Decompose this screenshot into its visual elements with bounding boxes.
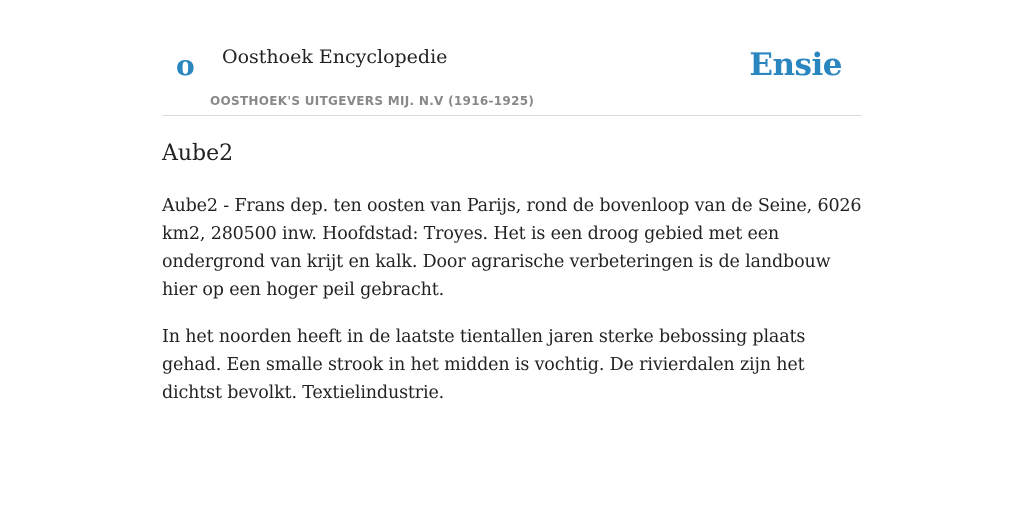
article-paragraph: In het noorden heeft in de laatste tientallen jaren sterke bebossing plaats gehad. Een smalle strook in het midden is vochtig. De rivierdalen zijn het dichtst bevolkt. Textielindustrie.	[162, 327, 806, 403]
site-header	[162, 0, 862, 116]
publisher-subtitle: OOSTHOEK'S UITGEVERS MIJ. N.V (1916-1925)	[210, 94, 535, 108]
article-body	[162, 192, 862, 426]
ensie-logo-link[interactable]: Ensie	[749, 47, 842, 83]
encyclopedia-title-link[interactable]: Oosthoek Encyclopedie	[222, 46, 448, 68]
encyclopedia-logo-icon[interactable]: o	[176, 49, 195, 82]
article-title: Aube2	[162, 141, 234, 166]
article-paragraph: Aube2 - Frans dep. ten oosten van Parijs, rond de bovenloop van de Seine, 6026 km2, 280500 inw. Hoofdstad: Troyes. Het is een droog gebied met een ondergrond van krijt en kalk. Door agrarische verbeteringen is de landbouw hier op een hoger peil gebracht.	[162, 196, 862, 300]
page-container	[162, 0, 862, 403]
